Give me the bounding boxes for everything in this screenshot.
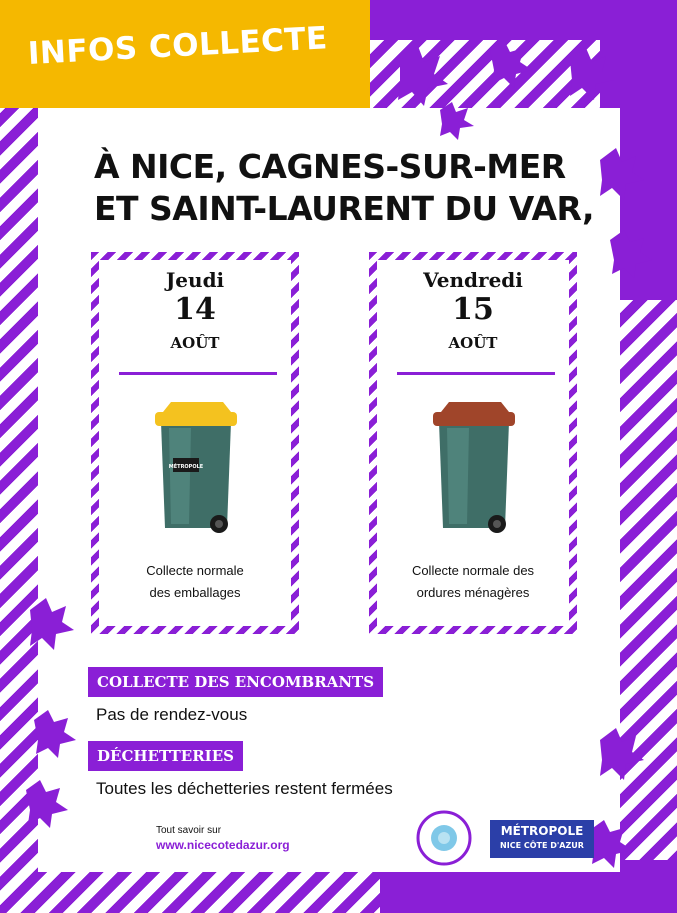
card-description-line-1: Collecte normale des — [411, 563, 535, 578]
collection-card-friday — [369, 252, 577, 634]
leaf-pattern-top-icon — [380, 20, 640, 140]
leaf-pattern-left-icon — [20, 580, 90, 840]
brown-lid-bin-icon — [409, 398, 539, 538]
collection-card-thursday — [91, 252, 299, 634]
card-description-line-2: ordures ménagères — [416, 585, 530, 600]
logo-line-2: NICE CÔTE D'AZUR — [500, 841, 584, 850]
banner-title: INFOS COLLECTE — [27, 20, 329, 72]
headline-line-1: À NICE, CAGNES-SUR-MER — [94, 147, 566, 186]
card-description-line-1: Collecte normale — [146, 563, 244, 578]
card-month: AOÛT — [170, 334, 220, 352]
leaf-pattern-bottom-right-icon — [560, 720, 670, 900]
logo-line-1: MÉTROPOLE — [500, 824, 584, 838]
headline-line-2: ET SAINT-LAURENT DU VAR, — [94, 189, 595, 228]
bin-lid-top — [441, 402, 509, 412]
bin-lid — [155, 412, 237, 426]
card-description — [369, 560, 577, 604]
section-label-dechetteries: DÉCHETTERIES — [88, 741, 243, 771]
section-text-encombrants: Pas de rendez-vous — [96, 705, 248, 724]
bin-logo-text: MÉTROPOLE — [168, 464, 204, 470]
card-date: 14 — [174, 292, 216, 327]
card-divider — [119, 372, 277, 375]
section-label-encombrants: COLLECTE DES ENCOMBRANTS — [88, 667, 383, 697]
card-description — [91, 560, 299, 604]
header-banner — [0, 0, 370, 108]
footer-caption: Tout savoir sur — [156, 825, 222, 836]
yellow-lid-bin-icon — [131, 398, 261, 538]
website-link[interactable]: www.nicecotedazur.org — [156, 838, 290, 852]
card-description-line-2: des emballages — [149, 585, 241, 600]
card-divider — [397, 372, 555, 375]
headline — [94, 146, 634, 230]
metropole-logo — [490, 820, 594, 858]
bin-lid — [433, 412, 515, 426]
card-date: 15 — [452, 292, 494, 327]
card-month: AOÛT — [448, 334, 498, 352]
card-day: Jeudi — [165, 268, 225, 292]
seal-logo-icon — [416, 810, 472, 866]
bin-lid-top — [163, 402, 231, 412]
card-day: Vendredi — [423, 268, 523, 292]
section-text-dechetteries: Toutes les déchetteries restent fermées — [96, 779, 393, 798]
